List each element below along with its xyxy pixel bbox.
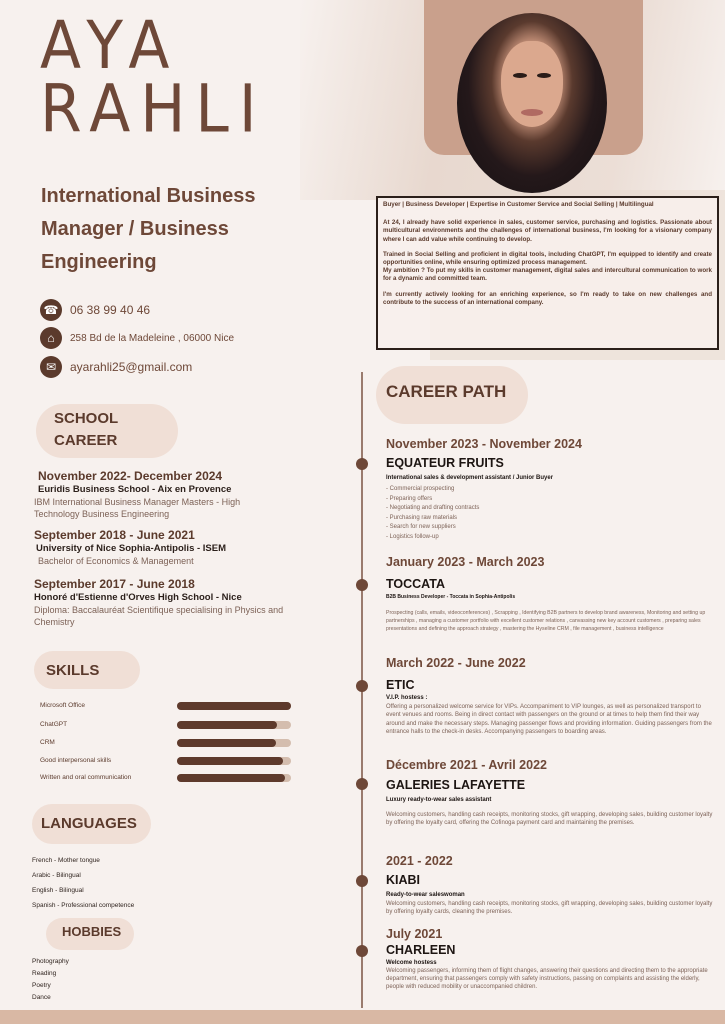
skill-bar-fill bbox=[177, 774, 285, 782]
education-item bbox=[34, 528, 284, 567]
job-date: Décembre 2021 - Avril 2022 bbox=[386, 758, 547, 772]
skill-bar-fill bbox=[177, 739, 276, 747]
contact-phone bbox=[40, 299, 150, 321]
job-company: ETIC bbox=[386, 678, 415, 692]
skill-bar-track bbox=[177, 739, 291, 747]
hobby-item: Poetry bbox=[32, 982, 51, 989]
skill-row bbox=[40, 700, 300, 712]
summary-paragraph: Trained in Social Selling and proficient in digital tools, including ChatGPT, I'm equipped to identify and create opportunities online, while ensuring optimized process management. bbox=[383, 250, 712, 267]
timeline-dot bbox=[356, 680, 368, 692]
email-text: ayarahli25@gmail.com bbox=[70, 360, 193, 374]
skill-label: Written and oral communication bbox=[40, 774, 132, 781]
education-school: University of Nice Sophia-Antipolis - ISEM bbox=[36, 543, 227, 554]
skill-bar-fill bbox=[177, 702, 291, 710]
hobbies-heading-blob bbox=[46, 918, 134, 950]
job-entry bbox=[386, 853, 716, 917]
job-bullet: - Commercial prospecting bbox=[386, 486, 455, 492]
job-entry bbox=[386, 436, 716, 542]
job-description: Welcoming passengers, informing them of flight changes, answering their questions and directing them to the appropriate department, ensuring that passengers comply with safety instructions, passing on complaints and assisting the elderly, people with reduced mobility or unaccompanied children. bbox=[386, 968, 708, 990]
education-desc: IBM International Business Manager Masters - High Technology Business Engineering bbox=[34, 497, 241, 519]
name-heading bbox=[40, 7, 267, 149]
profile-photo bbox=[457, 13, 607, 193]
job-bullet: - Search for new suppliers bbox=[386, 524, 456, 530]
job-date: November 2023 - November 2024 bbox=[386, 437, 582, 451]
job-title-line: Manager / Business bbox=[41, 218, 229, 240]
job-date: January 2023 - March 2023 bbox=[386, 555, 545, 569]
skill-row bbox=[40, 755, 300, 767]
skill-label: Microsoft Office bbox=[40, 702, 86, 709]
education-school: Euridis Business School - Aix en Provence bbox=[38, 484, 232, 495]
phone-text: 06 38 99 40 46 bbox=[70, 303, 151, 317]
language-item: English - Bilingual bbox=[32, 887, 84, 894]
job-company: EQUATEUR FRUITS bbox=[386, 456, 504, 470]
photo-eye bbox=[513, 73, 527, 78]
job-entry bbox=[386, 554, 716, 633]
skill-label: Good interpersonal skills bbox=[40, 757, 112, 764]
skill-bar-track bbox=[177, 721, 291, 729]
photo-eye bbox=[537, 73, 551, 78]
summary-paragraph: I'm currently actively looking for an enriching experience, so I'm ready to take on new challenges and contribute to the success of an international company. bbox=[383, 290, 712, 306]
hobbies-list bbox=[32, 956, 69, 1004]
job-description: Welcoming customers, handling cash receipts, monitoring stocks, gift wrapping, developing sales, building customer loyalty by offering loyalty cards, cleaning the premises. bbox=[386, 901, 713, 916]
skill-bar-fill bbox=[177, 721, 277, 729]
hobby-item: Dance bbox=[32, 994, 51, 1001]
hobbies-heading: HOBBIES bbox=[62, 924, 122, 939]
job-description: Prospecting (calls, emails, videoconferences) , Scrapping , Identifying B2B partners to develop brand awareness, Monitoring and setting up partnerships , managing a customer portfolio with excellent customer relations , canvassing new key account customers , preparing sales presentations and defining the approach strategy , mastering the Hyseline CRM , file management , business intelligence bbox=[386, 610, 706, 632]
career-heading: CAREER PATH bbox=[386, 382, 507, 401]
languages-list bbox=[32, 853, 134, 913]
skill-bar-track bbox=[177, 774, 291, 782]
language-item: Arabic - Bilingual bbox=[32, 872, 81, 879]
job-title-line: International Business bbox=[41, 185, 256, 207]
skill-row bbox=[40, 737, 300, 749]
job-role: Luxury ready-to-wear sales assistant bbox=[386, 797, 492, 803]
job-date: July 2021 bbox=[386, 927, 443, 941]
languages-heading: LANGUAGES bbox=[41, 815, 137, 832]
career-heading-blob bbox=[376, 366, 528, 424]
job-entry bbox=[386, 757, 716, 828]
summary-headline: Buyer | Business Developer | Expertise in Customer Service and Social Selling | Multilingual bbox=[383, 201, 654, 208]
contact-email bbox=[40, 356, 192, 378]
job-description: Welcoming customers, handling cash receipts, monitoring stocks, gift wrapping, developing sales, building customer loyalty by offering the loyalty card, offering the Cofinoga payment card and maintaining the premises. bbox=[386, 812, 713, 827]
language-item: Spanish - Professional competence bbox=[32, 902, 135, 909]
school-heading-blob bbox=[36, 404, 178, 458]
job-company: GALERIES LAFAYETTE bbox=[386, 778, 526, 792]
timeline-dot bbox=[356, 579, 368, 591]
education-item bbox=[34, 577, 284, 628]
job-title bbox=[41, 180, 321, 279]
job-bullet: - Negotiating and drafting contracts bbox=[386, 505, 480, 511]
job-company: CHARLEEN bbox=[386, 943, 456, 957]
job-bullets bbox=[386, 485, 716, 542]
job-title-line: Engineering bbox=[41, 251, 157, 273]
hobby-item: Reading bbox=[32, 970, 57, 977]
job-role: B2B Business Developer - Toccata in Sophia-Antipolis bbox=[386, 594, 516, 600]
education-date: September 2018 - June 2021 bbox=[34, 528, 195, 542]
contact-address bbox=[40, 327, 234, 349]
job-role: International sales & development assistant / Junior Buyer bbox=[386, 475, 554, 481]
timeline-dot bbox=[356, 778, 368, 790]
hobby-item: Photography bbox=[32, 958, 69, 965]
language-item: French - Mother tongue bbox=[32, 857, 100, 864]
job-company: KIABI bbox=[386, 873, 421, 887]
summary-paragraph: At 24, I already have solid experience in sales, customer service, purchasing and logistics. Passionate about multicultural environments and the challenges of international business, I'm looking for a visionary company where I can add value while continuing to develop. bbox=[383, 219, 712, 243]
phone-icon: ☎ bbox=[40, 299, 62, 321]
timeline-dot bbox=[356, 875, 368, 887]
job-description: Offering a personalized welcome service for VIPs. Accompaniment to VIP lounges, as well as personalized transport to event venues and rooms. Being in direct contact with passengers on the ground or at times to help them find their way around and make the necessary steps. Managing passenger flows and providing information. Guiding passengers from the entrance halls to the check-in desks. Accompanying passengers to boarding areas. bbox=[386, 704, 712, 736]
job-bullet: - Preparing offers bbox=[386, 495, 433, 502]
timeline-dot bbox=[356, 458, 368, 470]
job-role: Ready-to-wear saleswoman bbox=[386, 892, 465, 898]
education-date: November 2022- December 2024 bbox=[38, 469, 223, 483]
job-role: Welcome hostess bbox=[386, 960, 437, 966]
skill-label: CRM bbox=[40, 739, 55, 746]
timeline-dot bbox=[356, 945, 368, 957]
job-date: 2021 - 2022 bbox=[386, 854, 453, 868]
address-text: 258 Bd de la Madeleine , 06000 Nice bbox=[70, 332, 235, 344]
last-name: RAHLI bbox=[40, 71, 267, 149]
skill-bar-track bbox=[177, 757, 291, 765]
bottom-bar bbox=[0, 1010, 725, 1024]
home-icon: ⌂ bbox=[40, 327, 62, 349]
job-date: March 2022 - June 2022 bbox=[386, 656, 526, 670]
summary-paragraph: My ambition ? To put my skills in customer management, digital sales and intercultural communication to work for a dynamic and committed team. bbox=[383, 267, 712, 283]
job-bullet: - Logistics follow-up bbox=[386, 533, 439, 540]
skill-bar-fill bbox=[177, 757, 283, 765]
school-heading: SCHOOL bbox=[54, 410, 119, 427]
skill-label: ChatGPT bbox=[40, 721, 68, 728]
education-desc: Bachelor of Economics & Management bbox=[38, 556, 194, 566]
education-item bbox=[34, 469, 284, 520]
education-school: Honoré d'Estienne d'Orves High School - Nice bbox=[34, 592, 242, 603]
photo-lips bbox=[521, 109, 543, 116]
first-name: AYA bbox=[40, 7, 180, 85]
mail-icon: ✉ bbox=[40, 356, 62, 378]
education-date: September 2017 - June 2018 bbox=[34, 577, 195, 591]
education-desc: Diploma: Baccalauréat Scientifique specialising in Physics and Chemistry bbox=[34, 605, 284, 627]
job-role: V.I.P. hostess : bbox=[386, 695, 428, 701]
skills-heading-blob bbox=[34, 651, 140, 689]
job-bullet: - Purchasing raw materials bbox=[386, 514, 458, 521]
school-heading: CAREER bbox=[54, 432, 118, 449]
skill-row bbox=[40, 719, 300, 731]
languages-heading-blob bbox=[32, 804, 151, 844]
profile-summary bbox=[376, 196, 719, 350]
skills-heading: SKILLS bbox=[46, 662, 100, 679]
skill-row bbox=[40, 772, 300, 784]
job-entry bbox=[386, 655, 716, 737]
skill-bar-track bbox=[177, 702, 291, 710]
job-entry bbox=[386, 926, 716, 991]
job-company: TOCCATA bbox=[386, 577, 446, 591]
